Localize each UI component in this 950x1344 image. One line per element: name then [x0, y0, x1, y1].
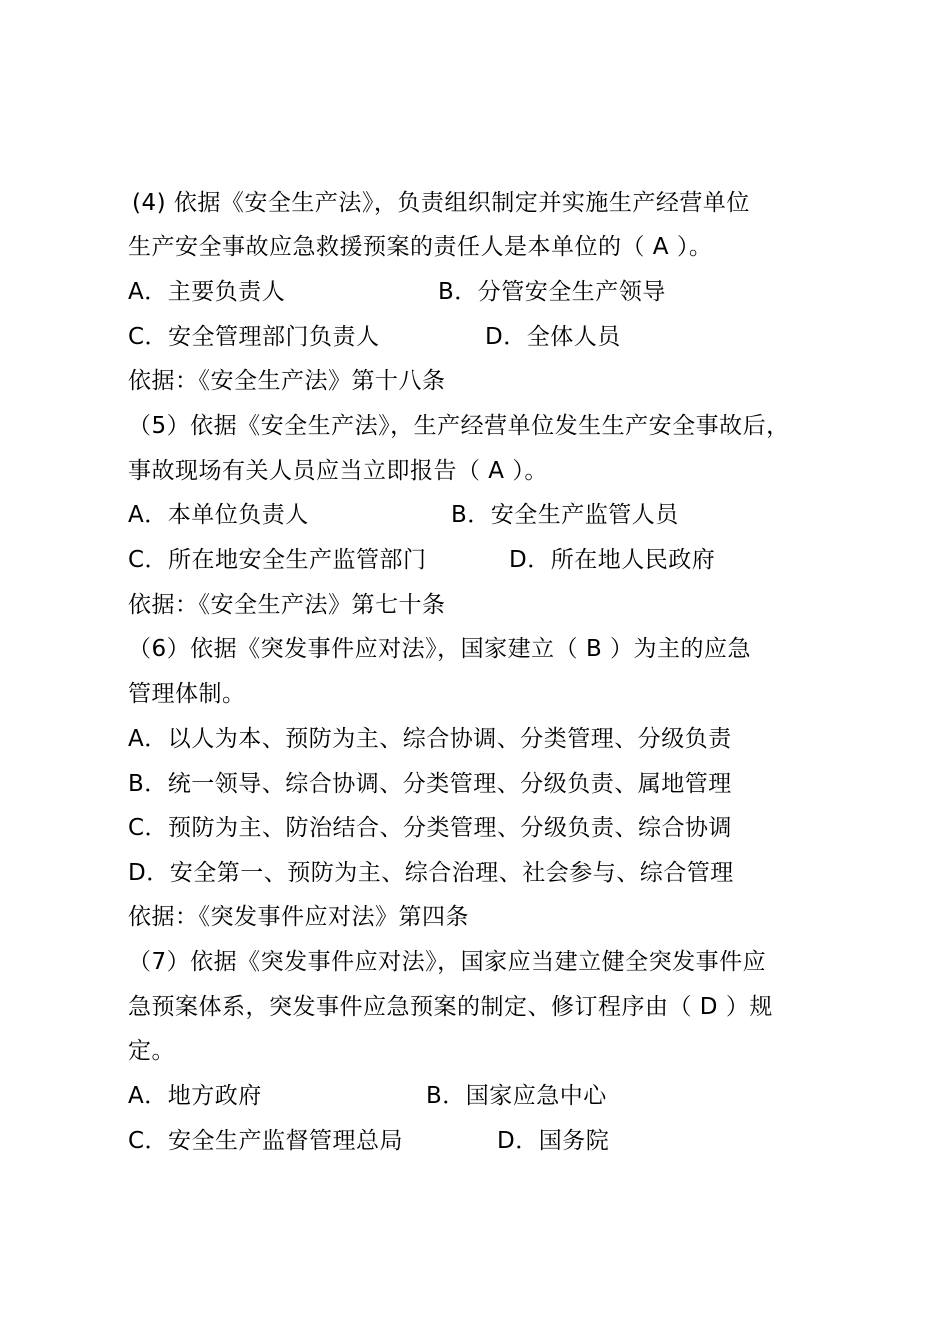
question-5-option-b: B．安全生产监管人员 [451, 502, 679, 528]
question-5-line-2: 事故现场有关人员应当立即报告（ A ）。 [128, 458, 548, 484]
question-4-option-c: C．安全管理部门负责人 [128, 324, 380, 350]
question-5-option-a: A．本单位负责人 [128, 502, 309, 528]
question-6-option-a: A．以人为本、预防为主、综合协调、分类管理、分级负责 [128, 726, 732, 752]
question-7-option-d: D．国务院 [497, 1128, 610, 1154]
question-4-line-2: 生产安全事故应急救援预案的责任人是本单位的（ A ）。 [128, 234, 713, 260]
question-6-line-2: 管理体制。 [128, 681, 246, 707]
question-7-option-c: C．安全生产监督管理总局 [128, 1128, 404, 1154]
question-7-line-3: 定。 [128, 1038, 175, 1064]
question-6-option-d: D．安全第一、预防为主、综合治理、社会参与、综合管理 [128, 860, 734, 886]
question-5-option-c: C．所在地安全生产监管部门 [128, 547, 427, 573]
question-7-line-1: （7）依据《突发事件应对法》，国家应当建立健全突发事件应 [128, 949, 767, 975]
question-5-basis: 依据：《安全生产法》第七十条 [128, 592, 446, 618]
question-4-basis: 依据：《安全生产法》第十八条 [128, 368, 446, 394]
question-4-option-a: A．主要负责人 [128, 279, 286, 305]
question-4-line-1: (4) 依据《安全生产法》，负责组织制定并实施生产经营单位 [132, 190, 750, 216]
question-7-option-a: A．地方政府 [128, 1083, 262, 1109]
question-7-option-b: B．国家应急中心 [426, 1083, 607, 1109]
question-6-line-1: （6）依据《突发事件应对法》，国家建立（ B ）为主的应急 [128, 636, 752, 662]
question-7-line-2: 急预案体系，突发事件应急预案的制定、修订程序由（ D ）规 [128, 994, 773, 1020]
question-5-line-1: （5）依据《安全生产法》，生产经营单位发生生产安全事故后， [128, 413, 790, 439]
question-4-option-b: B．分管安全生产领导 [438, 279, 666, 305]
question-6-option-b: B．统一领导、综合协调、分类管理、分级负责、属地管理 [128, 771, 732, 797]
question-6-basis: 依据：《突发事件应对法》第四条 [128, 904, 469, 930]
question-5-option-d: D．所在地人民政府 [509, 547, 716, 573]
question-4-option-d: D．全体人员 [485, 324, 621, 350]
question-6-option-c: C．预防为主、防治结合、分类管理、分级负责、综合协调 [128, 815, 733, 841]
